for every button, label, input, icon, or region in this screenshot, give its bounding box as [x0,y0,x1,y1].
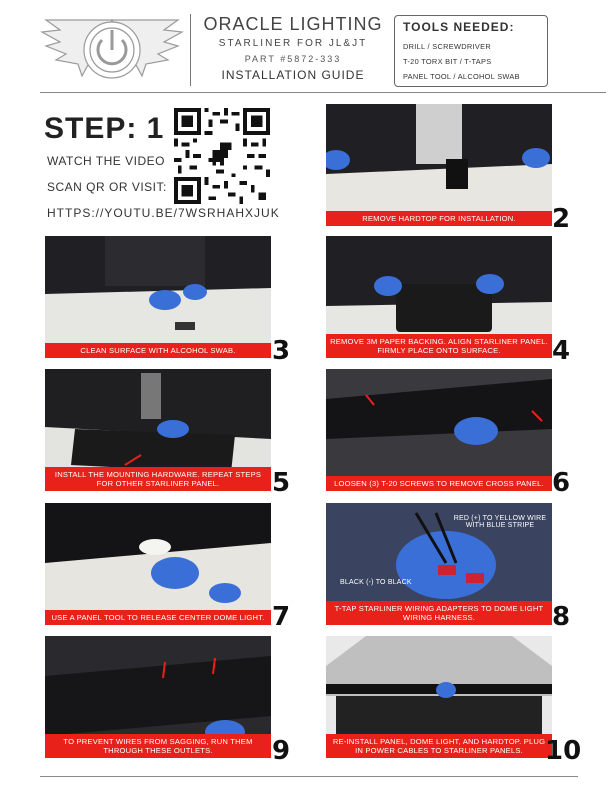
red-wire-label: RED (+) TO YELLOW WIRE WITH BLUE STRIPE [453,515,547,529]
step-caption: LOOSEN (3) T-20 SCREWS TO REMOVE CROSS PANEL. [326,476,552,491]
step-number: 5 [272,468,291,498]
step-number: 10 [545,736,582,766]
oracle-logo [38,12,186,88]
step-number: 9 [272,736,291,766]
tools-title: TOOLS NEEDED: [403,20,515,34]
step-photo-image [326,104,552,226]
tools-box [394,15,548,87]
watch-video-text: WATCH THE VIDEO [47,154,165,168]
step-caption: REMOVE 3M PAPER BACKING. ALIGN STARLINER PANEL. FIRMLY PLACE ONTO SURFACE. [326,334,552,358]
tool-item: PANEL TOOL / ALCOHOL SWAB [403,72,520,81]
step-caption: TO PREVENT WIRES FROM SAGGING, RUN THEM THROUGH THESE OUTLETS. [45,734,271,758]
guide-title: INSTALLATION GUIDE [221,68,365,82]
product-name: STARLINER FOR JL&JT [218,38,368,49]
step-9-photo [45,636,271,758]
step-number: 4 [552,336,571,366]
header-rule [40,92,606,93]
step-caption: INSTALL THE MOUNTING HARDWARE. REPEAT STEPS FOR OTHER STARLINER PANEL. [45,467,271,491]
video-url-link[interactable]: HTTPS://YOUTU.BE/7WSRHAHXJUK [47,206,280,220]
step1-title: STEP: 1 [44,112,165,145]
step-4-photo [326,236,552,358]
step-5-photo [45,369,271,491]
step-caption: REMOVE HARDTOP FOR INSTALLATION. [326,211,552,226]
part-number: PART #5872-333 [244,54,342,64]
step-6-photo [326,369,552,491]
black-wire-label: BLACK (-) TO BLACK [340,579,412,586]
qr-code-icon[interactable] [174,108,270,204]
step-number: 6 [552,468,571,498]
step-number: 7 [272,602,291,632]
brand-title: ORACLE LIGHTING [203,14,383,34]
step-3-photo [45,236,271,358]
step-7-photo [45,503,271,625]
step-number: 3 [272,336,291,366]
step-caption: RE-INSTALL PANEL, DOME LIGHT, AND HARDTOP. PLUG IN POWER CABLES TO STARLINER PANELS. [326,734,552,758]
step-photo-image [45,236,271,358]
step-caption: CLEAN SURFACE WITH ALCOHOL SWAB. [45,343,271,358]
step-2-photo [326,104,552,226]
header-divider [190,14,191,86]
step-number: 2 [552,204,571,234]
scan-qr-text: SCAN QR OR VISIT: [47,180,167,194]
step-10-photo [326,636,552,758]
step-8-photo [326,503,552,625]
step-number: 8 [552,602,571,632]
step-photo-image [45,503,271,625]
tool-item: T-20 TORX BIT / T-TAPS [403,57,492,66]
step-photo-image [326,369,552,491]
step-caption: USE A PANEL TOOL TO RELEASE CENTER DOME LIGHT. [45,610,271,625]
footer-rule [40,776,578,777]
tool-item: DRILL / SCREWDRIVER [403,42,491,51]
step-caption: T-TAP STARLINER WIRING ADAPTERS TO DOME LIGHT WIRING HARNESS. [326,601,552,625]
